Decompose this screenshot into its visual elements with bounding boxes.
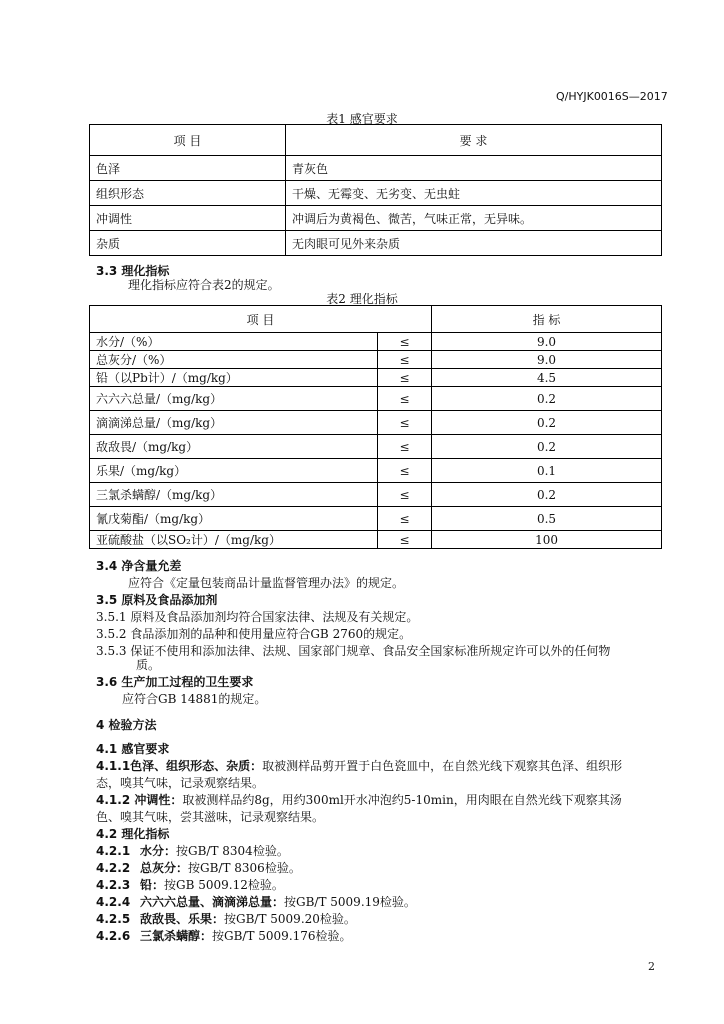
item-label: 敌敌畏、乐果： — [140, 912, 225, 926]
table-row — [90, 387, 662, 411]
table2-value: 9.0 — [432, 351, 662, 369]
table2-item: 总灰分/（%） — [90, 351, 378, 369]
section-4-1-title: 4.1 感官要求 — [96, 742, 170, 756]
table1-item: 杂质 — [90, 231, 286, 256]
table2-value: 9.0 — [432, 333, 662, 351]
physicochemical-table — [89, 305, 662, 549]
table2-item: 滴滴涕总量/（mg/kg） — [90, 411, 378, 435]
table1-requirement: 冲调后为黄褐色、微苦，气味正常，无异味。 — [286, 206, 662, 231]
section-4-1-1 — [96, 757, 622, 774]
section-3-3-title: 3.3 理化指标 — [96, 264, 170, 278]
less-equal-symbol: ≤ — [378, 411, 432, 435]
section-3-5-2: 3.5.2 食品添加剂的品种和使用量应符合GB 2760的规定。 — [96, 627, 412, 641]
section-4-1-1-label: 4.1.1色泽、组织形态、杂质： — [96, 759, 263, 773]
item-number: 4.2.2 — [96, 861, 131, 875]
table2-value: 0.2 — [432, 387, 662, 411]
section-4-1-2-text: 取被测样品约8g，用约300ml开水冲泡约5-10min，用肉眼在自然光线下观察其汤 — [182, 793, 622, 807]
less-equal-symbol: ≤ — [378, 531, 432, 549]
table1-requirement: 青灰色 — [286, 156, 662, 181]
item-label: 六六六总量、滴滴涕总量： — [140, 895, 285, 909]
table2-value: 0.1 — [432, 459, 662, 483]
table2-item: 亚硫酸盐（以SO₂计）/（mg/kg） — [90, 531, 378, 549]
table1-item: 组织形态 — [90, 181, 286, 206]
table2-caption: 表2 理化指标 — [326, 292, 398, 306]
table-row — [90, 206, 662, 231]
item-number: 4.2.4 — [96, 895, 131, 909]
table-row — [90, 483, 662, 507]
table2-header-item: 项 目 — [90, 306, 432, 333]
table2-value: 100 — [432, 531, 662, 549]
table2-value: 0.2 — [432, 483, 662, 507]
section-3-3-text: 理化指标应符合表2的规定。 — [128, 278, 280, 292]
table2-value: 4.5 — [432, 369, 662, 387]
list-item — [96, 893, 416, 910]
list-item — [96, 876, 284, 893]
list-item — [96, 859, 301, 876]
section-3-5-1: 3.5.1 原料及食品添加剂均符合国家法律、法规及有关规定。 — [96, 610, 419, 624]
table-row — [90, 459, 662, 483]
less-equal-symbol: ≤ — [378, 459, 432, 483]
table-row — [90, 531, 662, 549]
table1-header-requirement: 要 求 — [286, 125, 662, 156]
section-4-1-2-label: 4.1.2 冲调性： — [96, 793, 183, 807]
table-row — [90, 435, 662, 459]
table-row — [90, 181, 662, 206]
item-text: 按GB/T 5009.19检验。 — [284, 895, 416, 909]
list-item — [96, 910, 356, 927]
less-equal-symbol: ≤ — [378, 333, 432, 351]
sensory-table — [89, 124, 662, 256]
table2-value: 0.2 — [432, 411, 662, 435]
less-equal-symbol: ≤ — [378, 351, 432, 369]
item-number: 4.2.6 — [96, 929, 131, 943]
section-4-2-title: 4.2 理化指标 — [96, 827, 170, 841]
table2-item: 氰戊菊酯/（mg/kg） — [90, 507, 378, 531]
item-text: 按GB/T 8304检验。 — [176, 844, 289, 858]
table2-value: 0.5 — [432, 507, 662, 531]
item-number: 4.2.5 — [96, 912, 131, 926]
item-label: 水分： — [140, 844, 177, 858]
table2-header-value: 指 标 — [432, 306, 662, 333]
table2-item: 六六六总量/（mg/kg） — [90, 387, 378, 411]
section-4-title: 4 检验方法 — [96, 718, 157, 732]
table2-item: 三氯杀螨醇/（mg/kg） — [90, 483, 378, 507]
table-row — [90, 411, 662, 435]
section-4-1-1-text: 取被测样品剪开置于白色瓷皿中，在自然光线下观察其色泽、组织形 — [262, 759, 623, 773]
table-row — [90, 156, 662, 181]
table1-header-item: 项 目 — [90, 125, 286, 156]
item-label: 总灰分： — [140, 861, 189, 875]
section-3-6-title: 3.6 生产加工过程的卫生要求 — [96, 675, 254, 689]
table-row — [90, 351, 662, 369]
item-label: 铅： — [140, 878, 165, 892]
section-3-5-3: 3.5.3 保证不使用和添加法律、法规、国家部门规章、食品安全国家标准所规定许可以外的任何物 — [96, 644, 611, 658]
section-4-1-1-cont: 态，嗅其气味，记录观察结果。 — [96, 776, 265, 790]
section-3-5-3-cont: 质。 — [136, 658, 161, 672]
list-item — [96, 842, 289, 859]
item-text: 按GB/T 5009.176检验。 — [212, 929, 352, 943]
table1-item: 冲调性 — [90, 206, 286, 231]
table1-item: 色泽 — [90, 156, 286, 181]
table-row — [90, 231, 662, 256]
table-row — [90, 369, 662, 387]
table1-requirement: 无肉眼可见外来杂质 — [286, 231, 662, 256]
less-equal-symbol: ≤ — [378, 369, 432, 387]
section-3-4-title: 3.4 净含量允差 — [96, 559, 182, 573]
section-3-6-text: 应符合GB 14881的规定。 — [122, 692, 267, 706]
table2-item: 乐果/（mg/kg） — [90, 459, 378, 483]
less-equal-symbol: ≤ — [378, 507, 432, 531]
section-3-4-text: 应符合《定量包装商品计量监督管理办法》的规定。 — [128, 576, 405, 590]
section-4-1-2 — [96, 791, 622, 808]
table2-item: 铅（以Pb计）/（mg/kg） — [90, 369, 378, 387]
table2-item: 敌敌畏/（mg/kg） — [90, 435, 378, 459]
list-item — [96, 927, 352, 944]
table-row — [90, 333, 662, 351]
table2-item: 水分/（%） — [90, 333, 378, 351]
less-equal-symbol: ≤ — [378, 387, 432, 411]
table1-requirement: 干燥、无霉变、无劣变、无虫蛀 — [286, 181, 662, 206]
item-number: 4.2.1 — [96, 844, 131, 858]
item-text: 按GB/T 5009.20检验。 — [224, 912, 356, 926]
less-equal-symbol: ≤ — [378, 483, 432, 507]
item-text: 按GB/T 8306检验。 — [188, 861, 301, 875]
table2-value: 0.2 — [432, 435, 662, 459]
item-text: 按GB 5009.12检验。 — [164, 878, 284, 892]
table-row — [90, 507, 662, 531]
table1-caption: 表1 感官要求 — [326, 112, 398, 126]
item-label: 三氯杀螨醇： — [140, 929, 213, 943]
page-number: 2 — [648, 960, 655, 973]
section-4-1-2-cont: 色、嗅其气味，尝其滋味，记录观察结果。 — [96, 810, 325, 824]
section-3-5-title: 3.5 原料及食品添加剂 — [96, 593, 218, 607]
item-number: 4.2.3 — [96, 878, 131, 892]
document-code: Q/HYJK0016S—2017 — [556, 90, 668, 103]
less-equal-symbol: ≤ — [378, 435, 432, 459]
